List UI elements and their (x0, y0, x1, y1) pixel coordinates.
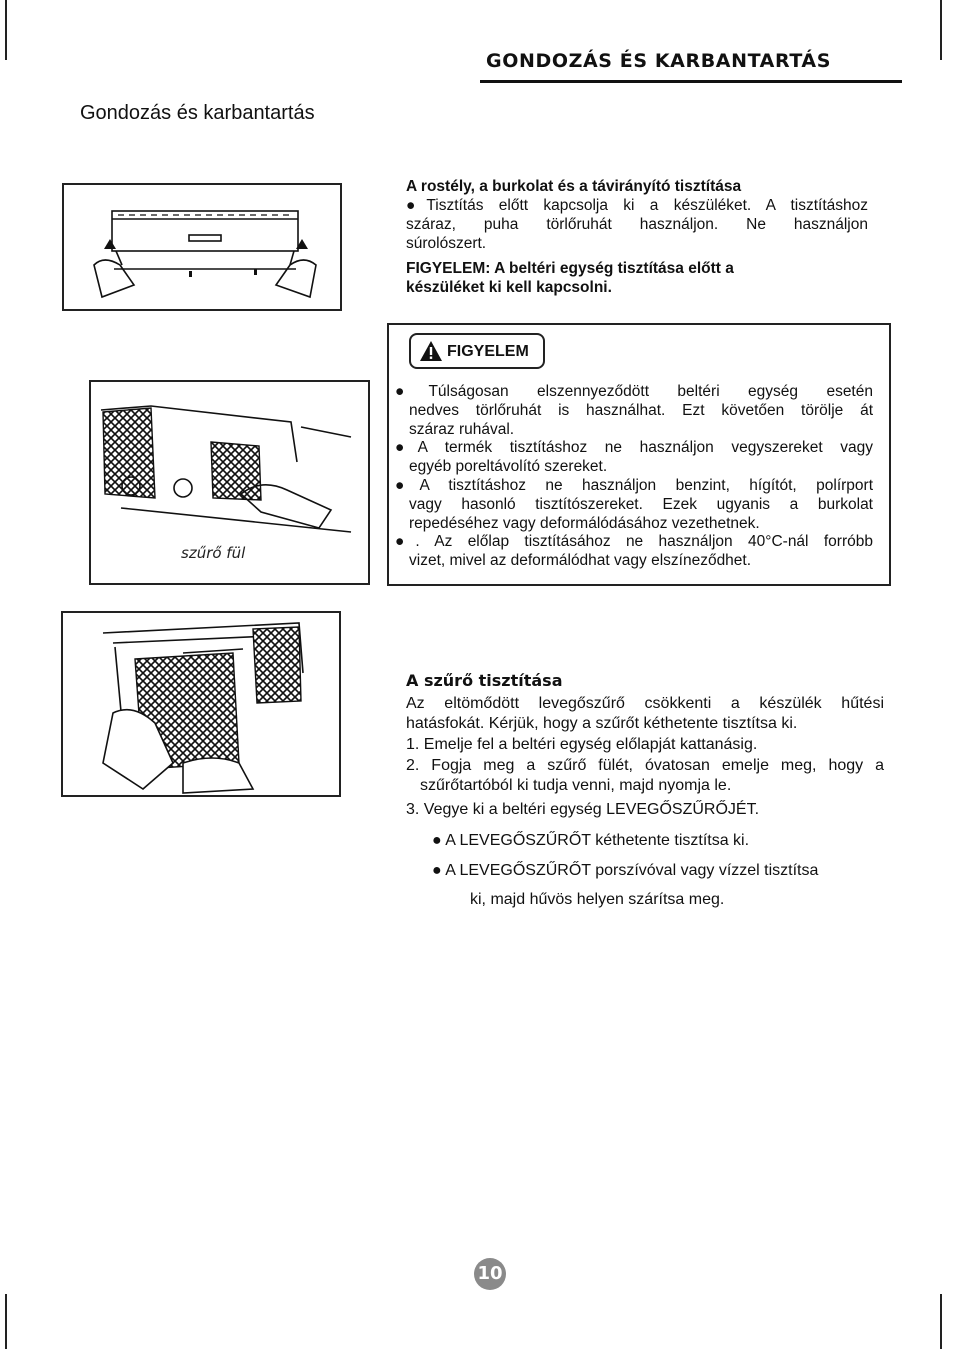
bullet-dot: ● (406, 197, 427, 214)
filter-step-2-line2: szűrőtartóból ki tudja venni, majd nyomja le. (420, 777, 732, 794)
warning-box (387, 323, 891, 586)
figure-filter-tab (89, 380, 370, 585)
bullet-dot: ● (395, 477, 420, 494)
filter-intro-line2: hatásfokát. Kérjük, hogy a szűrőt kéthetente tisztítsa ki. (406, 715, 798, 732)
section-grille-note-line2: készüléket ki kell kapcsolni. (406, 279, 612, 296)
warning-item-1: ●Túlságosan elszennyeződött beltéri egység esetén nedves törlőruhát is használhat. Ezt követően törölje át száraz ruhával. (395, 383, 873, 438)
header-rule (480, 80, 902, 83)
section-grille-bullet-line2: száraz, puha törlőruhát használjon. Ne használjon (406, 216, 868, 233)
grille-illustration (64, 185, 340, 309)
warning-item-2: ●A termék tisztításhoz ne használjon vegyszereket vagy egyéb poreltávolító szereket. (395, 439, 873, 475)
section-grille-cleaning (406, 177, 868, 297)
page-number: 10 (474, 1258, 506, 1290)
filter-bullet-2-line2: ki, majd hűvös helyen szárítsa meg. (470, 891, 725, 908)
crop-mark-bottom-right (940, 1294, 942, 1349)
header-title: GONDOZÁS ÉS KARBANTARTÁS (486, 50, 832, 72)
figure-grille-removal (62, 183, 342, 311)
bullet-dot: ● (432, 862, 442, 879)
section-grille-bullet-line1: ●Tisztítás előtt kapcsolja ki a készüléket. A tisztításhoz (406, 197, 868, 214)
filter-intro-line1: Az eltömődött levegőszűrő csökkenti a készülék hűtési (406, 695, 884, 712)
warning-item-4: ●. Az előlap tisztításához ne használjon 40°C-nál forróbb vizet, mivel az deformálódhat vagy elszíneződhet. (395, 533, 873, 569)
filter-step-2-line1: 2. Fogja meg a szűrő fülét, óvatosan emelje meg, hogy a (406, 757, 884, 774)
section-grille-title: A rostély, a burkolat és a távirányító tisztítása (406, 178, 742, 195)
warning-triangle-icon (419, 340, 443, 362)
section-grille-bullet-line3: súrolószert. (406, 235, 487, 252)
crop-mark-top-right (940, 0, 942, 60)
bullet-dot: ● (395, 533, 416, 550)
warning-label-text: FIGYELEM (447, 343, 529, 360)
section-filter-title: A szűrő tisztítása (406, 671, 563, 690)
filter-tab-caption: szűrő fül (181, 544, 246, 562)
section-grille-note-line1: FIGYELEM: A beltéri egység tisztítása előtt a (406, 260, 734, 277)
filter-step-3: 3. Vegye ki a beltéri egység LEVEGŐSZŰRŐJÉT. (406, 801, 760, 818)
bullet-dot: ● (395, 383, 429, 400)
figure-filter-removal (61, 611, 341, 797)
bullet-dot: ● (432, 832, 442, 849)
filter-bullet-2-line1: ● A LEVEGŐSZŰRŐT porszívóval vagy vízzel tisztítsa (432, 862, 819, 879)
warning-item-3: ●A tisztításhoz ne használjon benzint, hígítót, polírport vagy hasonló tisztítószereket. Ezek ugyanis a burkolat repedéséhez vagy deformálódásához vezethetnek. (395, 477, 873, 532)
crop-mark-top-left (5, 0, 7, 60)
section-filter-cleaning (406, 694, 884, 910)
bullet-dot: ● (395, 439, 418, 456)
warning-label (409, 333, 545, 369)
crop-mark-bottom-left (5, 1294, 7, 1349)
filter-bullet-1: ● A LEVEGŐSZŰRŐT kéthetente tisztítsa ki. (432, 832, 750, 849)
filter-step-1: 1. Emelje fel a beltéri egység előlapját kattanásig. (406, 736, 758, 753)
filter-removal-illustration (63, 613, 339, 795)
page-title: Gondozás és karbantartás (80, 102, 315, 124)
